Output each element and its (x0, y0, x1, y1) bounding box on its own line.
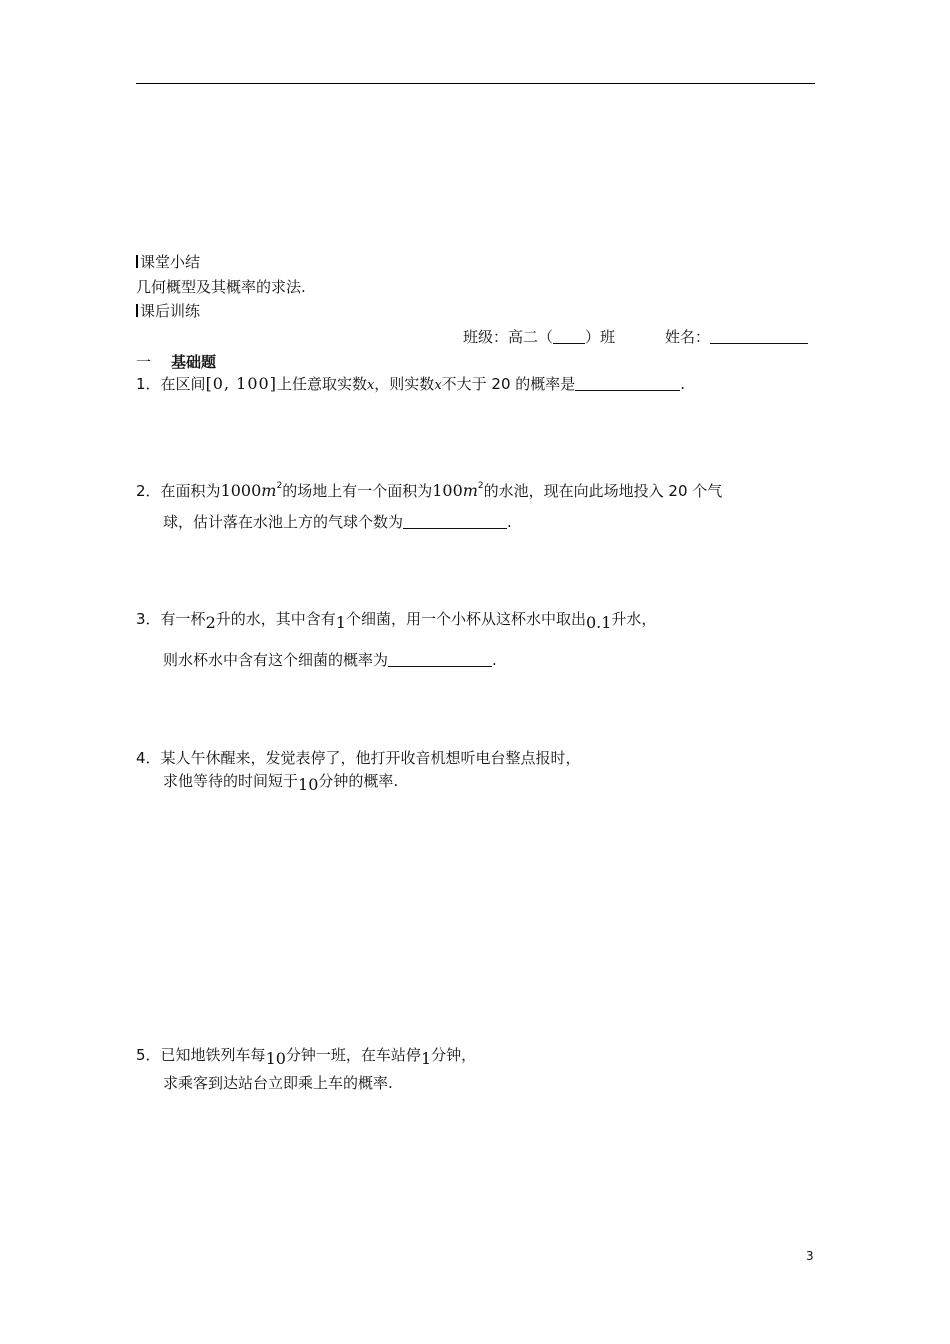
class-info (463, 327, 615, 347)
name-blank[interactable] (710, 329, 808, 344)
page-number: 3 (806, 1249, 814, 1263)
question-4: 4．某人午休醒来，发觉表停了，他打开收音机想听电台整点报时， (136, 749, 581, 767)
section-marker (136, 304, 138, 317)
question-3: 3．有一杯2升的水，其中含有1个细菌，用一个小杯从这杯水中取出0.1升水， (136, 610, 657, 632)
question-2: 2．在面积为$1000m^2$的场地上有一个面积为$100m^2$的水池，现在向此场地投入 20 个气 (136, 481, 723, 500)
question-5: 5．已知地铁列车每10分钟一班，在车站停1分钟， (136, 1046, 477, 1068)
question-4-line-2: 求他等待的时间短于10分钟的概率. (163, 772, 399, 794)
question-2-line-2: 球，估计落在水池上方的气球个数为 . (163, 513, 512, 531)
question-3-line-2: 则水杯水中含有这个细菌的概率为 . (163, 651, 497, 669)
summary-text: 几何概型及其概率的求法. (136, 278, 306, 296)
name-info (665, 327, 808, 347)
class-blank[interactable] (553, 329, 585, 344)
answer-blank[interactable] (388, 652, 492, 667)
answer-blank[interactable] (403, 514, 507, 529)
class-suffix: ）班 (585, 328, 616, 346)
section-marker (136, 255, 138, 268)
question-5-line-2: 求乘客到达站台立即乘上车的概率. (163, 1074, 393, 1092)
summary-heading: 课堂小结 (136, 252, 200, 272)
class-label: 班级：高二（ (463, 328, 554, 346)
interval: [0, 100] (205, 374, 277, 393)
header-rule (136, 83, 815, 84)
exercise-heading: 课后训练 (136, 301, 200, 321)
answer-blank[interactable] (575, 376, 680, 391)
name-label: 姓名： (665, 328, 711, 346)
part-heading: 一 基础题 (136, 353, 217, 371)
question-1: 1．在区间[0, 100]上任意取实数x，则实数x不大于 20 的概率是 . (136, 374, 686, 393)
